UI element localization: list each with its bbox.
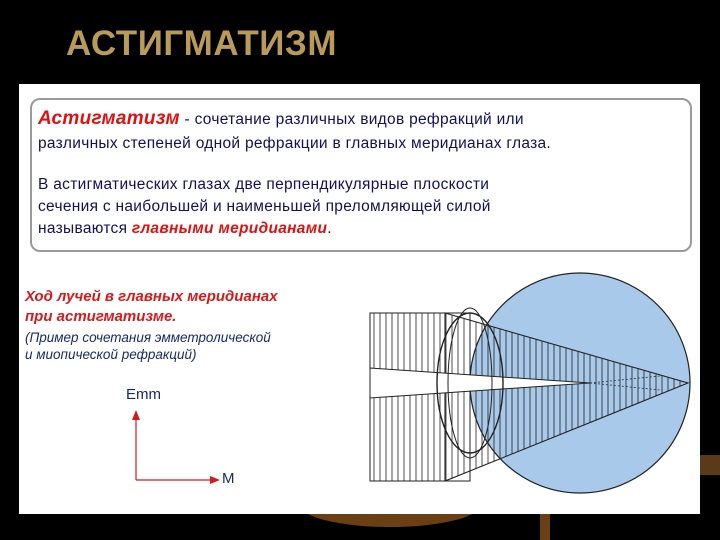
paragraph-2-line-3-start: называются xyxy=(38,220,132,237)
axis-label-m: M xyxy=(222,470,235,487)
paragraph-2-line-1: В астигматических глазах две перпендикулярные плоскости xyxy=(38,176,490,193)
term-astigmatism: Астигматизм xyxy=(38,108,180,129)
definition-line-2: различных степеней одной рефракции в главных меридианах глаза. xyxy=(38,135,552,152)
axis-label-emm: Emm xyxy=(126,386,161,403)
figure-caption-line-2: при астигматизме. xyxy=(25,308,177,325)
figure-note-line-1: (Пример сочетания эмметролической xyxy=(25,330,271,345)
figure-caption-line-1: Ход лучей в главных меридианах xyxy=(25,288,278,305)
term-main-meridians: главными меридианами xyxy=(131,220,328,237)
axis-x-arrow xyxy=(210,476,220,484)
definition-line-1-text: - сочетание различных видов рефракций или xyxy=(179,111,524,128)
paragraph-2-line-2: сечения с наибольшей и наименьшей преломляющей силой xyxy=(38,198,491,215)
figure-note-line-2: и миопической рефракций) xyxy=(25,347,197,362)
paragraph-2-line-3-end: . xyxy=(327,220,332,237)
axis-y-arrow xyxy=(132,410,140,420)
slide-title: АСТИГМАТИЗМ xyxy=(66,24,337,63)
